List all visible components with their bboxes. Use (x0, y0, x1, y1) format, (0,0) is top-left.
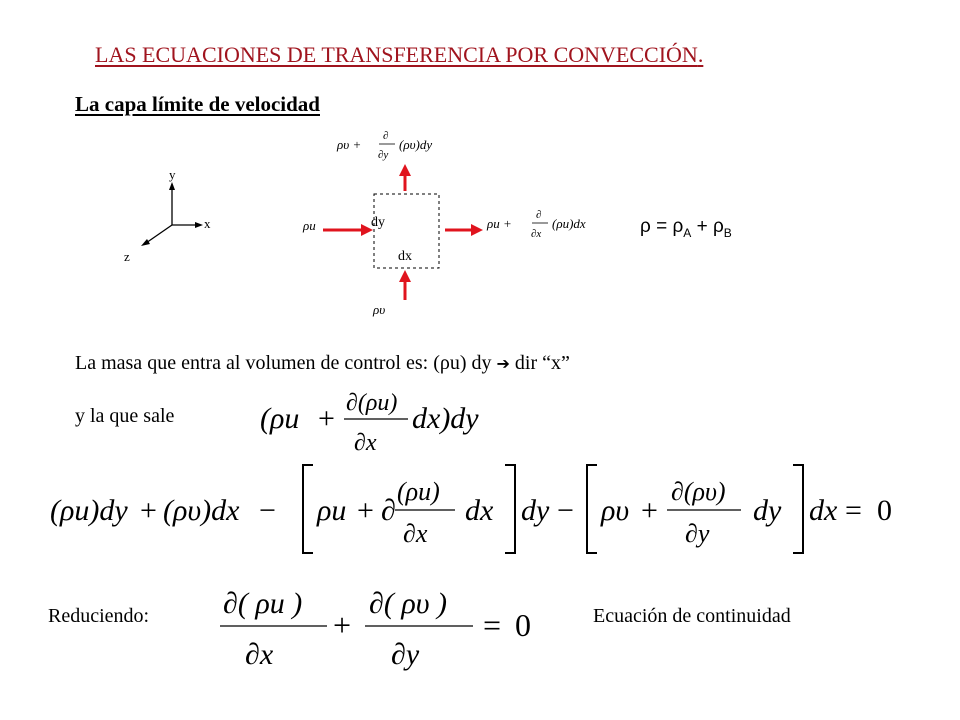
slide-subtitle: La capa límite de velocidad (75, 92, 320, 116)
svg-text:∂( ρυ ): ∂( ρυ ) (369, 587, 447, 620)
svg-text:∂x: ∂x (354, 430, 377, 456)
svg-text:∂y: ∂y (685, 519, 710, 548)
continuity-label: Ecuación de continuidad (593, 605, 791, 627)
svg-text:+: + (318, 402, 335, 435)
svg-text:=: = (483, 607, 502, 643)
axis-z-label: z (124, 249, 130, 264)
reducing-label: Reduciendo: (48, 605, 150, 627)
svg-text:dx)dy: dx)dy (412, 402, 479, 435)
axis-x-label: x (204, 216, 211, 231)
svg-text:(ρu: (ρu (260, 402, 300, 435)
svg-text:−: − (259, 494, 276, 527)
svg-text:dx: dx (465, 494, 494, 527)
svg-text:ρu: ρu (317, 494, 347, 527)
svg-text:∂: ∂ (536, 209, 542, 221)
svg-text:dy: dy (753, 494, 782, 527)
svg-text:(ρυ)dx: (ρυ)dx (163, 494, 240, 527)
svg-text:dx: dx (809, 494, 838, 527)
slide-title: LAS ECUACIONES DE TRANSFERENCIA POR CONVECCIÓN. (95, 42, 704, 67)
svg-text:∂(ρυ): ∂(ρυ) (671, 477, 726, 506)
svg-text:+: + (140, 494, 157, 527)
svg-text:ρυ: ρυ (601, 494, 630, 527)
dx-label: dx (398, 249, 412, 264)
svg-text:∂x: ∂x (403, 519, 428, 548)
svg-text:∂y: ∂y (391, 638, 420, 671)
svg-text:(ρu): (ρu) (397, 477, 440, 506)
svg-text:∂: ∂ (381, 494, 396, 527)
outflow-equation (258, 382, 508, 458)
svg-text:+: + (333, 607, 352, 643)
svg-text:∂: ∂ (383, 130, 389, 142)
svg-text:∂(ρu): ∂(ρu) (346, 390, 398, 416)
svg-text:∂x: ∂x (245, 638, 274, 671)
axis-y-label: y (169, 167, 176, 182)
svg-text:ρu +: ρu + (487, 216, 512, 231)
dy-label: dy (371, 215, 385, 230)
mass-balance-equation (45, 460, 910, 560)
svg-text:∂x: ∂x (531, 228, 542, 240)
svg-text:∂( ρu ): ∂( ρu ) (223, 587, 303, 620)
svg-text:ρυ +: ρυ + (337, 137, 362, 152)
continuity-equation (215, 578, 545, 673)
top-flux-formula (335, 127, 465, 167)
arrow-right-icon: ➔ (496, 354, 510, 373)
svg-text:(ρu)dy: (ρu)dy (50, 494, 128, 527)
left-flux-label: ρu (303, 218, 316, 233)
svg-text:0: 0 (877, 494, 892, 527)
mass-in-text: La masa que entra al volumen de control es: (ρu) dy ➔ dir “x” (75, 352, 570, 374)
svg-text:0: 0 (515, 607, 531, 643)
svg-text:dy: dy (521, 494, 550, 527)
right-flux-formula (485, 205, 615, 245)
svg-text:−: − (557, 494, 574, 527)
svg-text:+: + (357, 494, 374, 527)
svg-text:∂y: ∂y (378, 149, 389, 161)
density-relation: $\rho = \rho_A + \rho_B$ (640, 216, 732, 240)
svg-text:(ρu)dx: (ρu)dx (552, 216, 586, 231)
svg-text:=: = (845, 494, 862, 527)
svg-text:(ρυ)dy: (ρυ)dy (399, 137, 433, 152)
mass-out-text: y la que sale (75, 405, 175, 427)
svg-text:+: + (641, 494, 658, 527)
bottom-flux-label: ρυ (373, 302, 386, 317)
